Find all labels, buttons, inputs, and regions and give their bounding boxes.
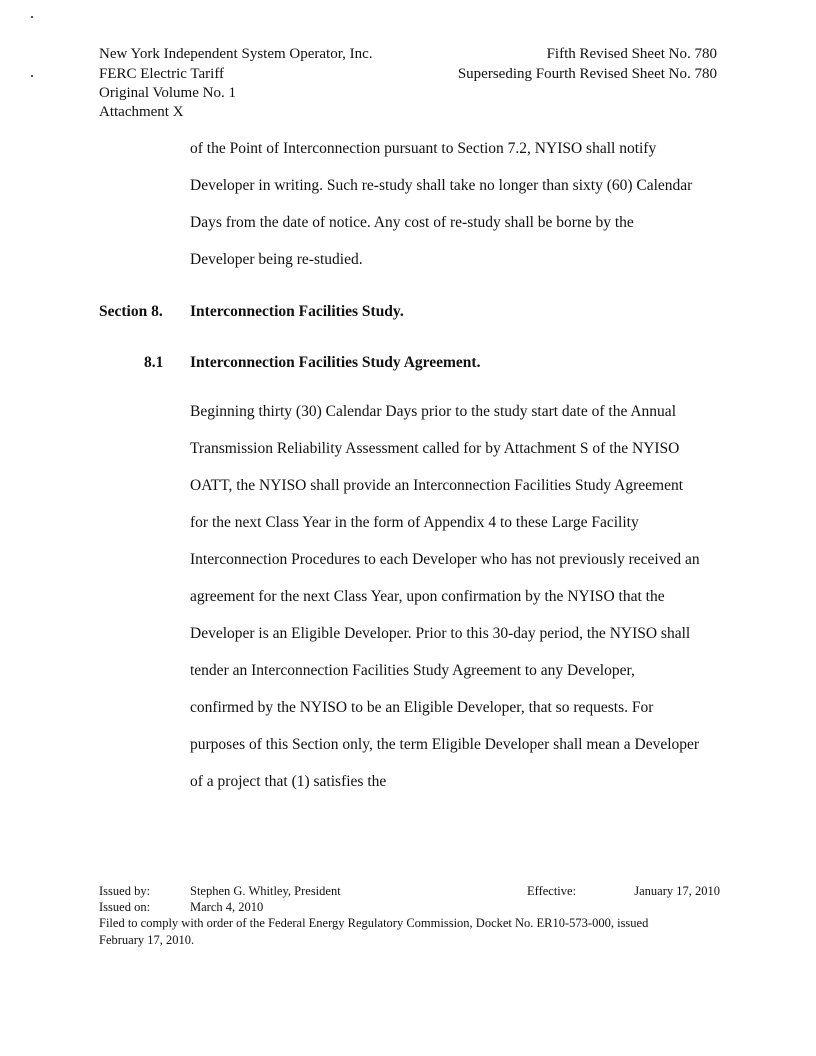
issued-on-label: Issued on: xyxy=(99,900,151,914)
text-line: Developer is an Eligible Developer. Prior to this 30-day period, the NYISO shall xyxy=(190,625,691,642)
text-line: of the Point of Interconnection pursuant to Section 7.2, NYISO shall notify xyxy=(190,140,657,157)
header-volume: Original Volume No. 1 xyxy=(99,85,236,101)
subsection-number: 8.1 xyxy=(144,354,164,371)
text-line: of a project that (1) satisfies the xyxy=(190,773,387,790)
effective-label: Effective: xyxy=(527,884,577,898)
text-line: for the next Class Year in the form of Appendix 4 to these Large Facility xyxy=(190,514,639,531)
filed-statement-line-2: February 17, 2010. xyxy=(99,933,195,947)
text-line: Developer in writing. Such re-study shall take no longer than sixty (60) Calendar xyxy=(190,177,693,194)
text-line: confirmed by the NYISO to be an Eligible Developer, that so requests. For xyxy=(190,699,654,716)
section-title: Interconnection Facilities Study. xyxy=(190,303,404,320)
issued-by-value: Stephen G. Whitley, President xyxy=(190,884,341,898)
scan-mark xyxy=(31,16,33,18)
issued-on-value: March 4, 2010 xyxy=(190,900,264,914)
text-line: OATT, the NYISO shall provide an Interconnection Facilities Study Agreement xyxy=(190,477,684,494)
header-company: New York Independent System Operator, Inc. xyxy=(99,46,373,62)
text-line: Interconnection Procedures to each Developer who has not previously received an xyxy=(190,551,700,568)
text-line: Beginning thirty (30) Calendar Days prior to the study start date of the Annual xyxy=(190,403,676,420)
subsection-title: Interconnection Facilities Study Agreement. xyxy=(190,354,481,371)
text-line: purposes of this Section only, the term Eligible Developer shall mean a Developer xyxy=(190,736,700,753)
header-sheet-number: Fifth Revised Sheet No. 780 xyxy=(546,46,717,62)
text-line: agreement for the next Class Year, upon confirmation by the NYISO that the xyxy=(190,588,665,605)
effective-value: January 17, 2010 xyxy=(634,884,720,898)
filed-statement-line-1: Filed to comply with order of the Federal Energy Regulatory Commission, Docket No. ER10-573-000, issued xyxy=(99,916,649,930)
section-number: Section 8. xyxy=(99,303,163,320)
text-line: Developer being re-studied. xyxy=(190,251,363,268)
header-superseding: Superseding Fourth Revised Sheet No. 780 xyxy=(457,66,717,82)
header-attachment: Attachment X xyxy=(99,104,184,120)
scan-mark xyxy=(31,75,33,77)
text-line: tender an Interconnection Facilities Study Agreement to any Developer, xyxy=(190,662,635,679)
header-tariff: FERC Electric Tariff xyxy=(99,66,225,82)
text-line: Transmission Reliability Assessment called for by Attachment S of the NYISO xyxy=(190,440,680,457)
text-line: Days from the date of notice. Any cost of re-study shall be borne by the xyxy=(190,214,634,231)
issued-by-label: Issued by: xyxy=(99,884,151,898)
